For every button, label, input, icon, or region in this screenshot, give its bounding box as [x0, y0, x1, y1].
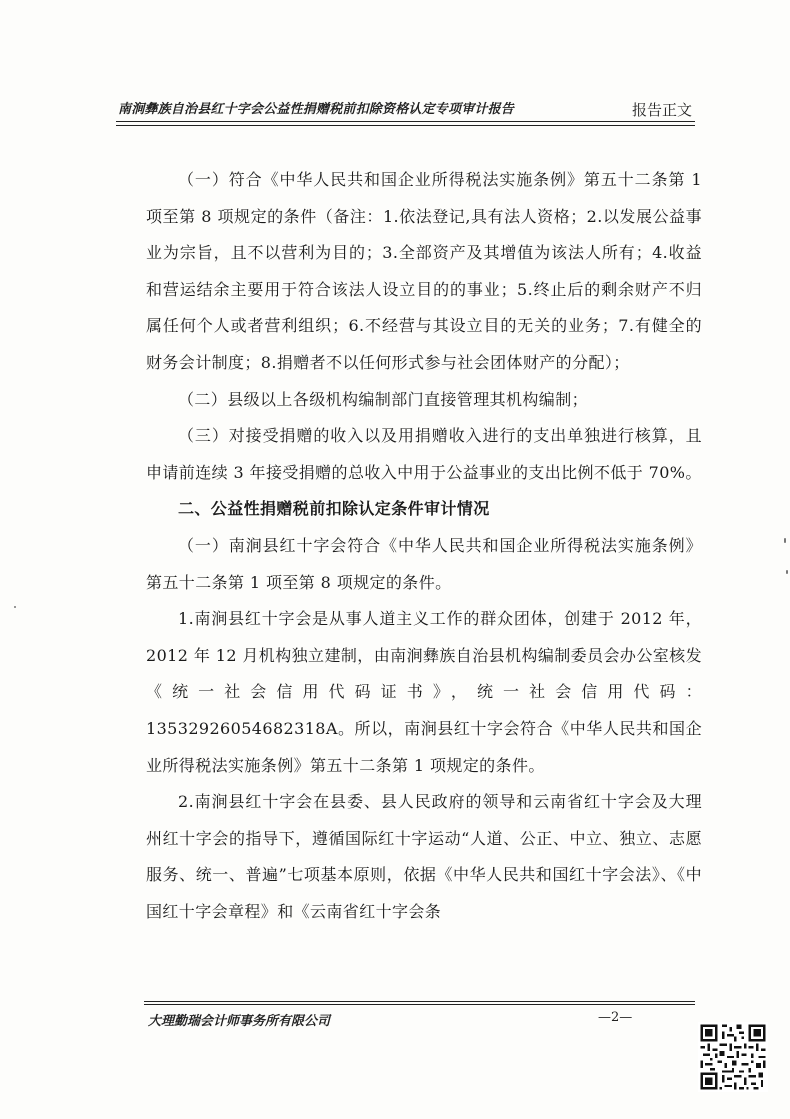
page-number: —2—: [598, 1010, 633, 1025]
footer-divider-thin: [144, 1001, 695, 1002]
report-header-title: 南涧彝族自治县红十字会公益性捐赠税前扣除资格认定专项审计报告: [118, 102, 515, 117]
header-divider-thin: [116, 125, 695, 126]
report-section-label: 报告正文: [631, 101, 692, 119]
header-divider: [116, 121, 695, 122]
section-heading-audit: 二、公益性捐赠税前扣除认定条件审计情况: [178, 499, 490, 519]
paragraph-condition-3: （三）对接受捐赠的收入以及用捐赠收入进行的支出单独进行核算，且申请前连续 3 年接受捐赠的总收入中用于公益事业的支出比例不低于 70%。: [146, 426, 702, 482]
footer-divider: [144, 1004, 695, 1005]
qr-code-icon: [698, 1022, 768, 1092]
scan-speck: [786, 570, 788, 574]
paragraph-condition-1: （一）符合《中华人民共和国企业所得税法实施条例》第五十二条第 1 项至第 8 项规定的条件（备注：1.依法登记,具有法人资格；2.以发展公益事业为宗旨，且不以营利为目的；3.全部资产及其增值为该法人所有；4.收益和营运结余主要用于符合该法人设立目的的事业；5.终止后的剩余财产不归属任何个人或者营利组织；6.不经营与其设立目的无关的业务；7.有健全的财务会计制度；8.捐赠者不以任何形式参与社会团体财产的分配）；: [146, 170, 702, 372]
paragraph-audit-item-1: 1.南涧县红十字会是从事人道主义工作的群众团体，创建于 2012 年，2012 年 12 月机构独立建制，由南涧彝族自治县机构编制委员会办公室核发《统一社会信用代码证书》，统一社会信用代码：13532926054682318A。所以，南涧县红十字会符合《中华人民共和国企业所得税法实施条例》第五十二条第 1 项规定的条件。: [146, 609, 702, 775]
paragraph-audit-1: （一）南涧县红十字会符合《中华人民共和国企业所得税法实施条例》第五十二条第 1 项至第 8 项规定的条件。: [146, 535, 702, 592]
scan-speck: [784, 538, 786, 543]
report-body: [146, 162, 702, 930]
scan-speck: [14, 606, 16, 608]
paragraph-audit-item-2: 2.南涧县红十字会在县委、县人民政府的领导和云南省红十字会及大理州红十字会的指导下，遵循国际红十字运动“人道、公正、中立、独立、志愿服务、统一、普遍”七项基本原则，依据《中华人民共和国红十字会法》、《中国红十字会章程》和《云南省红十字会条: [146, 792, 702, 921]
footer-firm-name: 大理勤瑞会计师事务所有限公司: [148, 1014, 331, 1029]
paragraph-condition-2: （二）县级以上各级机构编制部门直接管理其机构编制；: [178, 389, 589, 409]
